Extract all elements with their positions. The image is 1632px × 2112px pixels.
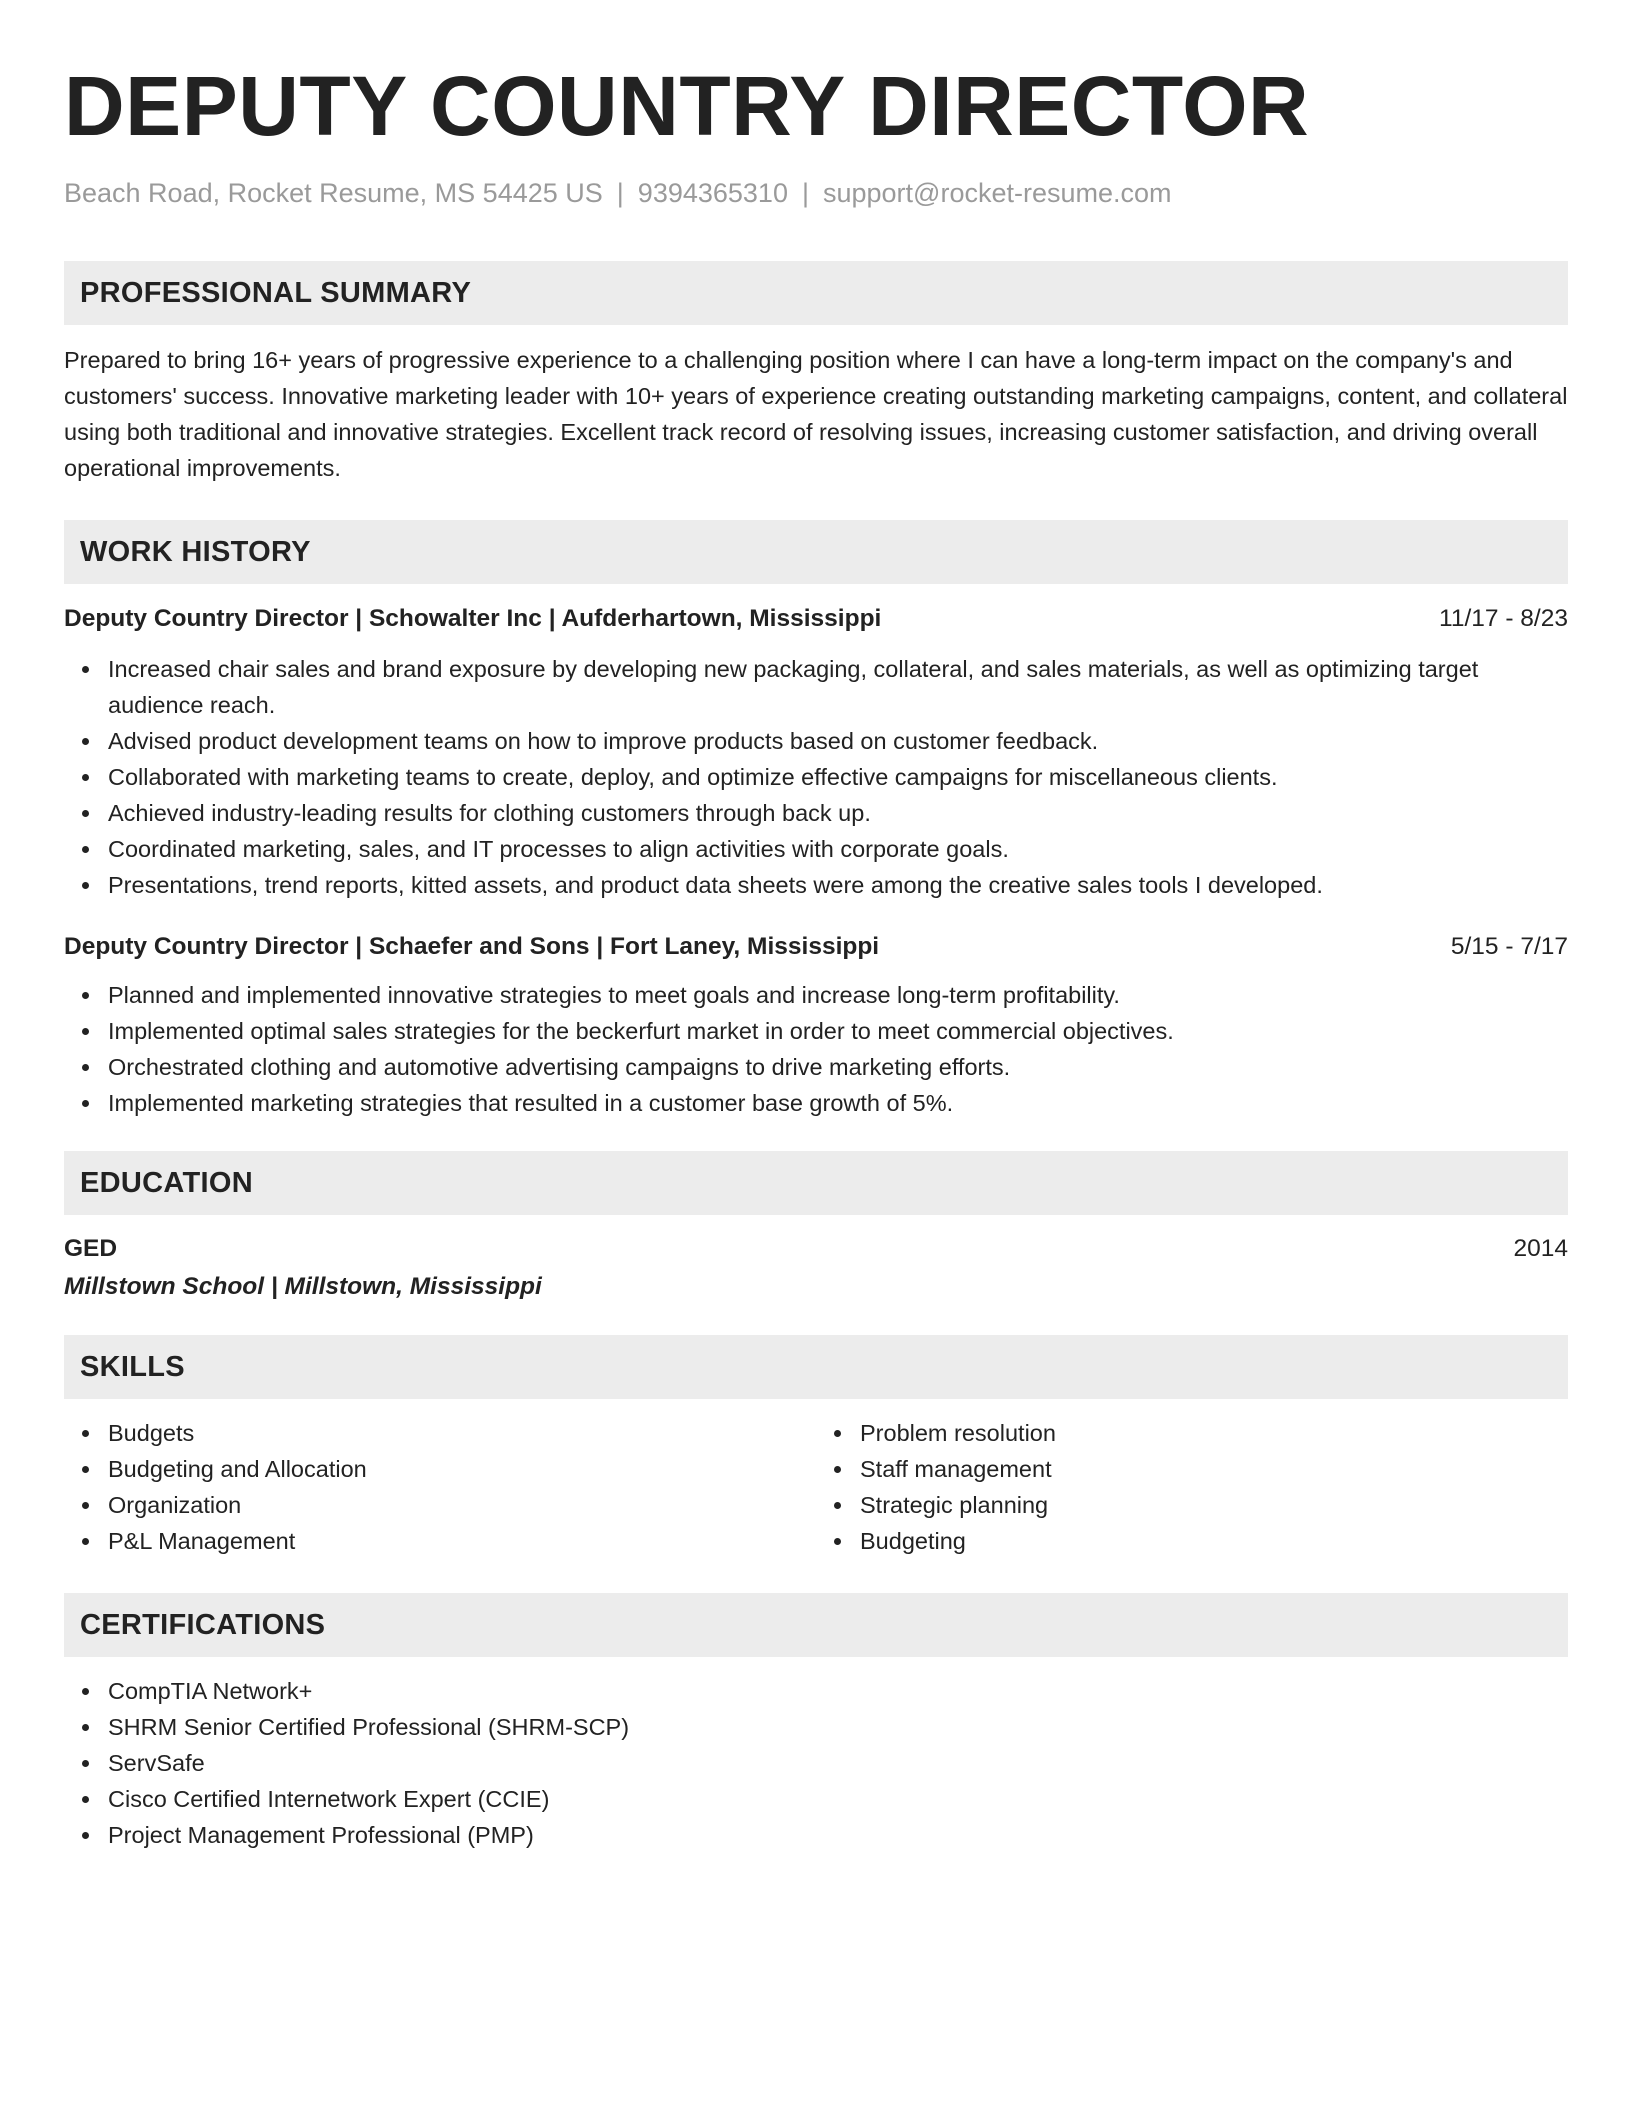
contact-address: Beach Road, Rocket Resume, MS 54425 US [64,178,603,208]
job-bullet: Presentations, trend reports, kitted assets, and product data sheets were among the creative sales tools I developed. [64,867,1568,903]
certification-item: Cisco Certified Internetwork Expert (CCIE) [64,1781,1568,1817]
certification-item: Project Management Professional (PMP) [64,1817,1568,1853]
job-bullet: Increased chair sales and brand exposure by developing new packaging, collateral, and sales materials, as well as optimizing target audience reach. [64,651,1568,723]
skills-column-right [816,1415,1568,1559]
education-degree: GED [64,1235,118,1262]
job-bullet: Achieved industry-leading results for clothing customers through back up. [64,795,1568,831]
skill-item: P&L Management [64,1523,816,1559]
section-header-work-history: WORK HISTORY [64,520,1568,584]
candidate-name: DEPUTY COUNTRY DIRECTOR [64,59,1310,153]
job-bullets [64,977,1568,1121]
contact-phone: 9394365310 [637,178,788,208]
job-bullet: Implemented marketing strategies that resulted in a customer base growth of 5%. [64,1085,1568,1121]
certification-item: SHRM Senior Certified Professional (SHRM-SCP) [64,1709,1568,1745]
job-bullet: Planned and implemented innovative strategies to meet goals and increase long-term profitability. [64,977,1568,1013]
skill-item: Problem resolution [816,1415,1568,1451]
contact-separator: | [616,178,624,208]
section-header-certifications: CERTIFICATIONS [64,1593,1568,1657]
job-entry [64,933,1568,1121]
section-header-skills: SKILLS [64,1335,1568,1399]
skill-item: Staff management [816,1451,1568,1487]
education-school: Millstown School | Millstown, Mississippi [64,1273,542,1300]
job-bullet: Implemented optimal sales strategies for the beckerfurt market in order to meet commercial objectives. [64,1013,1568,1049]
education-year: 2014 [1513,1235,1568,1262]
contact-separator: | [801,178,809,208]
education-entry [64,1235,1568,1301]
job-dates: 5/15 - 7/17 [1450,933,1568,960]
section-header-summary: PROFESSIONAL SUMMARY [64,261,1568,325]
job-title: Deputy Country Director | Schowalter Inc | Aufderhartown, Mississippi [64,605,882,632]
section-header-education: EDUCATION [64,1151,1568,1215]
job-entry [64,605,1568,903]
contact-line [64,178,1568,209]
skills-column-left [64,1415,816,1559]
education-header [64,1235,1568,1263]
job-bullet: Collaborated with marketing teams to create, deploy, and optimize effective campaigns for miscellaneous clients. [64,759,1568,795]
contact-email: support@rocket-resume.com [822,178,1172,208]
job-dates: 11/17 - 8/23 [1439,605,1568,632]
job-bullets [64,651,1568,903]
job-header [64,605,1568,633]
skill-item: Budgeting [816,1523,1568,1559]
summary-text: Prepared to bring 16+ years of progressive experience to a challenging position where I can have a long-term impact on the company's and customers' success. Innovative marketing leader with 10+ years of experience creating outstanding marketing campaigns, content, and collateral using both traditional and innovative strategies. Excellent track record of resolving issues, increasing customer satisfaction, and driving overall operational improvements. [64,347,1568,481]
certification-item: CompTIA Network+ [64,1673,1568,1709]
skill-item: Budgeting and Allocation [64,1451,816,1487]
skill-item: Strategic planning [816,1487,1568,1523]
job-header [64,933,1568,961]
job-bullet: Advised product development teams on how to improve products based on customer feedback. [64,723,1568,759]
certification-item: ServSafe [64,1745,1568,1781]
skill-item: Budgets [64,1415,816,1451]
certifications-list [64,1673,1568,1853]
skill-item: Organization [64,1487,816,1523]
skills-grid [64,1415,1568,1559]
job-bullet: Coordinated marketing, sales, and IT processes to align activities with corporate goals. [64,831,1568,867]
job-bullet: Orchestrated clothing and automotive advertising campaigns to drive marketing efforts. [64,1049,1568,1085]
job-title: Deputy Country Director | Schaefer and Sons | Fort Laney, Mississippi [64,933,880,960]
